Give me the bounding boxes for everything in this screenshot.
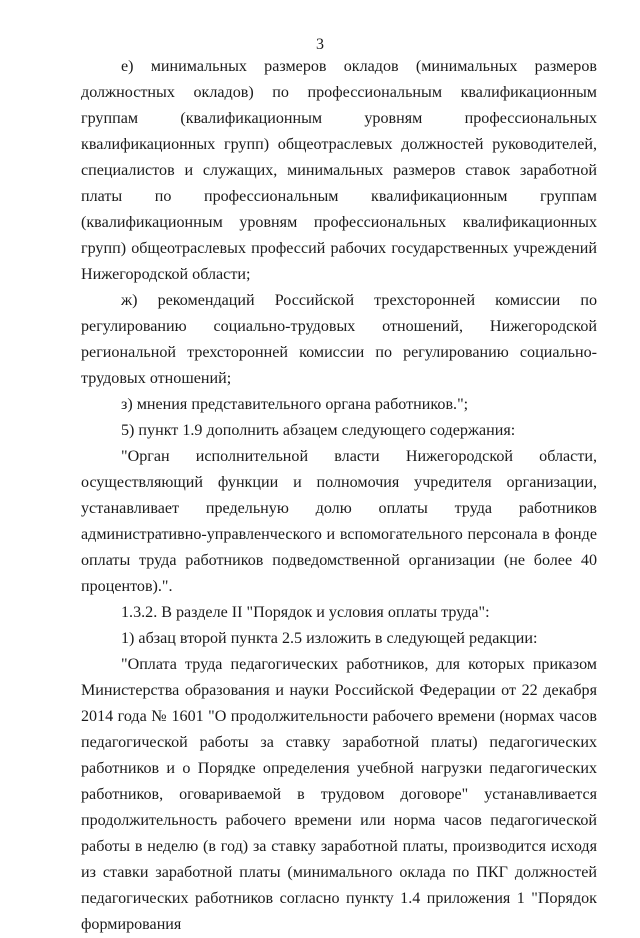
document-body xyxy=(81,54,597,938)
paragraph-section-1-3-2: 1.3.2. В разделе II "Порядок и условия оплаты труда": xyxy=(121,604,490,621)
paragraph-point-1: 1) абзац второй пункта 2.5 изложить в следующей редакции: xyxy=(121,630,538,647)
page-number: 3 xyxy=(316,36,324,53)
paragraph-item-zh: ж) рекомендаций Российской трехсторонней комиссии по регулированию социально-трудовых отношений, Нижегородской региональной трехсторонней комиссии по регулированию социально-трудовых отношений; xyxy=(81,292,597,387)
paragraph-item-e: е) минимальных размеров окладов (минимальных размеров должностных окладов) по профессиональным квалификационным группам (квалификационным уровням профессиональных квалификационных групп) общеотраслевых должностей руководителей, специалистов и служащих, минимальных размеров ставок заработной платы по профессиональным квалификационным группам (квалификационным уровням профессиональных квалификационных групп) общеотраслевых профессий рабочих государственных учреждений Нижегородской области; xyxy=(81,58,597,283)
paragraph-point-5: 5) пункт 1.9 дополнить абзацем следующего содержания: xyxy=(121,422,516,439)
paragraph-item-z: з) мнения представительного органа работников."; xyxy=(121,396,469,413)
paragraph-quoted-oplata: "Оплата труда педагогических работников, для которых приказом Министерства образования и науки Российской Федерации от 22 декабря 2014 года № 1601 "О продолжительности рабочего времени (нормах часов педагогической работы за ставку заработной платы) педагогических работников и о Порядке определения учебной нагрузки педагогических работников, оговариваемой в трудовом договоре" устанавливается продолжительность рабочего времени или норма часов педагогической работы в неделю (в год) за ставку заработной платы, производится исходя из ставки заработной платы (минимального оклада по ПКГ должностей педагогических работников согласно пункту 1.4 приложения 1 "Порядок формирования xyxy=(81,656,597,933)
paragraph-quoted-organ: "Орган исполнительной власти Нижегородской области, осуществляющий функции и полномочия учредителя организации, устанавливает предельную долю оплаты труда работников административно-управленческого и вспомогательного персонала в фонде оплаты труда работников подведомственной организации (не более 40 процентов).". xyxy=(81,448,597,595)
